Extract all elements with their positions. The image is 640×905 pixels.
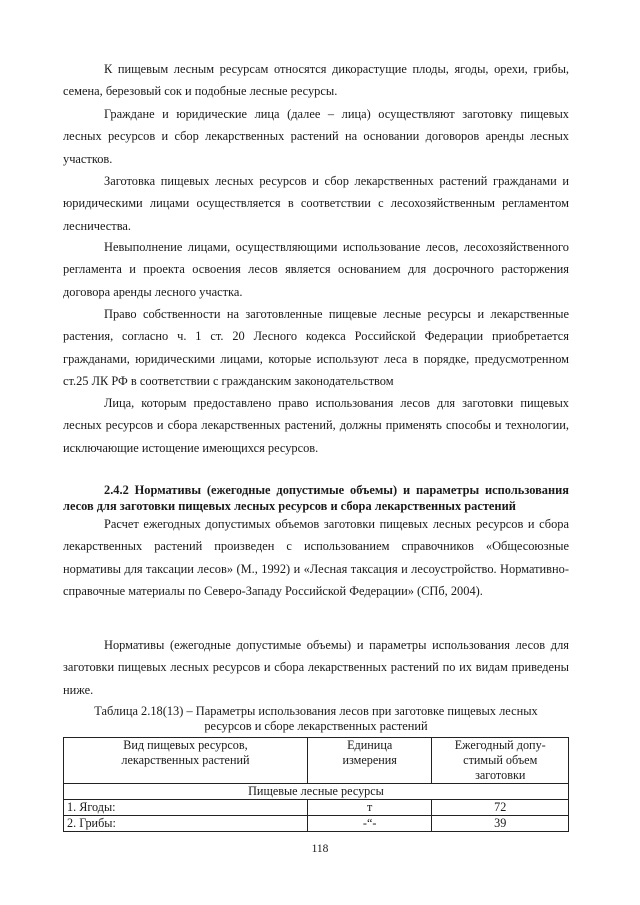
section-heading: 2.4.2 Нормативы (ежегодные допустимые объемы) и параметры использования лесов для заготовки пищевых лесных ресурсов и сбора лекарственных растений bbox=[63, 483, 569, 513]
page-number: 118 bbox=[311, 843, 329, 855]
paragraph-calculation: Расчет ежегодных допустимых объемов заготовки пищевых лесных ресурсов и сбора лекарственных растений произведен с использованием справочников «Общесоюзные нормативы для таксации лесов» (М., 1992) и «Лесная таксация и лесоустройство. Нормативно-справочные материалы по Северо-Западу Российской Федерации» (СПб, 2004). bbox=[63, 517, 569, 598]
table-caption-line-2: ресурсов и сборе лекарственных растений bbox=[204, 719, 428, 733]
header-resource-type: Вид пищевых ресурсов, лекарственных растений bbox=[64, 738, 308, 784]
paragraph-contract-termination: Невыполнение лицами, осуществляющими использование лесов, лесохозяйственного регламента и проекта освоения лесов является основанием для досрочного расторжения договора аренды лесного участка. bbox=[63, 240, 569, 299]
resources-table bbox=[63, 737, 569, 832]
row-value: 39 bbox=[432, 816, 569, 832]
table-row bbox=[64, 816, 569, 832]
group-label: Пищевые лесные ресурсы bbox=[64, 784, 569, 800]
paragraph-food-resources: К пищевым лесным ресурсам относятся дикорастущие плоды, ягоды, орехи, грибы, семена, березовый сок и подобные лесные ресурсы. bbox=[63, 62, 569, 99]
row-name: 1. Ягоды: bbox=[64, 800, 308, 816]
row-unit: т bbox=[307, 800, 432, 816]
header-annual-volume: Ежегодный допу- стимый объем заготовки bbox=[432, 738, 569, 784]
table-group-row bbox=[64, 784, 569, 800]
table-header-row bbox=[64, 738, 569, 784]
paragraph-forestry-regulation: Заготовка пищевых лесных ресурсов и сбор лекарственных растений гражданами и юридическими лицами осуществляется в соответствии с лесохозяйственным регламентом лесничества. bbox=[63, 174, 569, 233]
paragraph-ownership: Право собственности на заготовленные пищевые лесные ресурсы и лекарственные растения, согласно ч. 1 ст. 20 Лесного кодекса Российской Федерации приобретается гражданами, юридическими лицами, которые используют леса в порядке, предусмотренном ст.25 ЛК РФ в соответствии с гражданским законодательством bbox=[63, 307, 569, 388]
table-row bbox=[64, 800, 569, 816]
row-unit: -“- bbox=[307, 816, 432, 832]
paragraph-norms: Нормативы (ежегодные допустимые объемы) и параметры использования лесов для заготовки пищевых лесных ресурсов и сбора лекарственных растений по их видам приведены ниже. bbox=[63, 638, 569, 697]
paragraph-harvesting-rights: Граждане и юридические лица (далее – лица) осуществляют заготовку пищевых лесных ресурсов и сбор лекарственных растений на основании договоров аренды лесных участков. bbox=[63, 107, 569, 166]
header-unit: Единица измерения bbox=[307, 738, 432, 784]
table-caption-line-1: Таблица 2.18(13) – Параметры использования лесов при заготовке пищевых лесных bbox=[94, 704, 538, 718]
row-name: 2. Грибы: bbox=[64, 816, 308, 832]
table-caption bbox=[63, 704, 569, 734]
row-value: 72 bbox=[432, 800, 569, 816]
paragraph-technologies: Лица, которым предоставлено право использования лесов для заготовки пищевых лесных ресурсов и сбора лекарственных растений, должны применять способы и технологии, исключающие истощение имеющихся ресурсов. bbox=[63, 396, 569, 455]
